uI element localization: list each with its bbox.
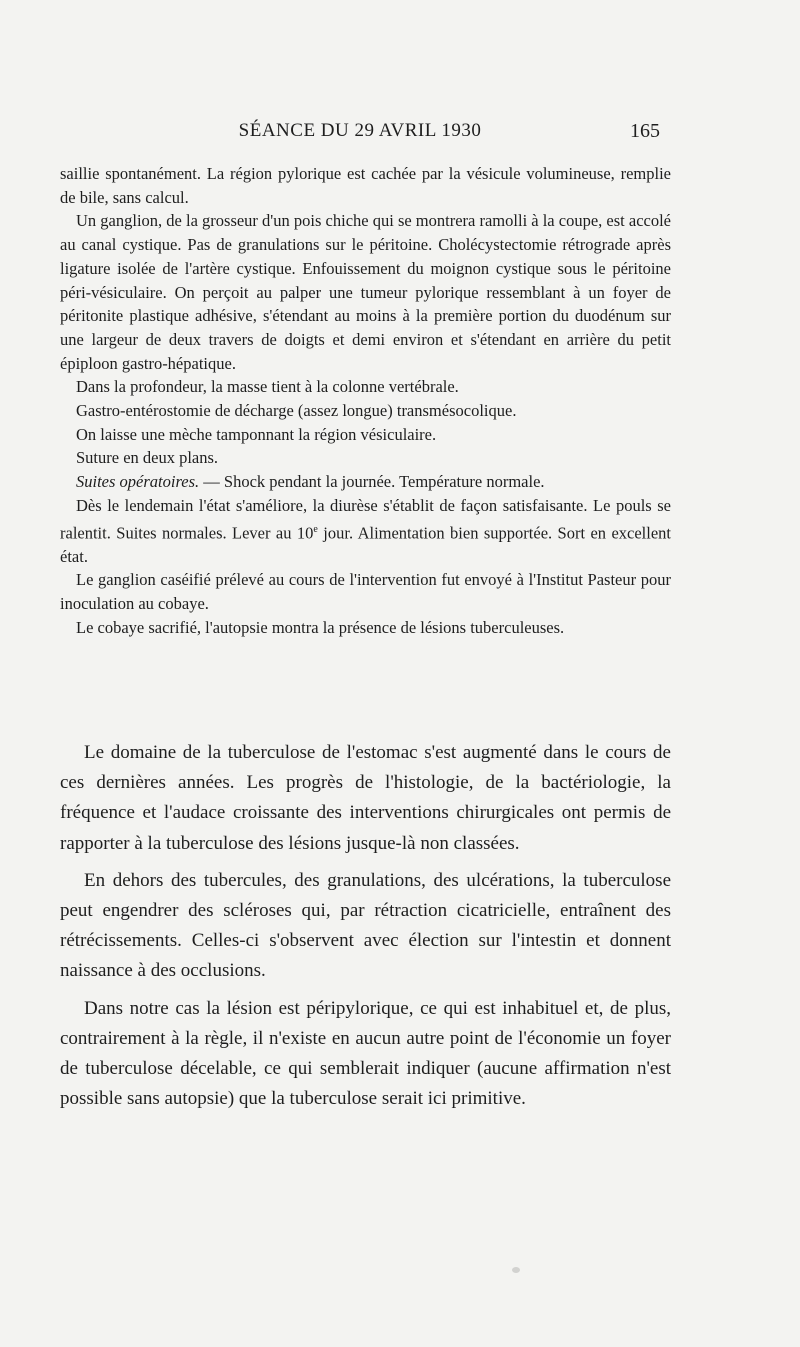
report-text: jour. Alimentation bien supportée. Sort en excellent état.: [60, 523, 671, 566]
postoperative-text: — Shock pendant la journée. Température normale.: [199, 472, 545, 492]
discussion-paragraph: Dans notre cas la lésion est péripylorique, ce qui est inhabituel et, de plus, contrairement à la règle, il n'existe en aucun autre point de l'économie un foyer de tuberculose décelable, ce qui semblerait indiquer (aucune affirmation n'est possible sans autopsie) que la tuberculose serait ici primitive.: [60, 997, 671, 1110]
running-header: [60, 120, 660, 150]
case-report: [60, 162, 671, 640]
report-paragraph: Le cobaye sacrifié, l'autopsie montra la présence de lésions tuberculeuses.: [76, 617, 565, 637]
ordinal-superscript: e: [313, 523, 318, 535]
page-number: 165: [630, 120, 660, 142]
report-paragraph: Le ganglion caséifié prélevé au cours de l'intervention fut envoyé à l'Institut Pasteur pour inoculation au cobaye.: [60, 570, 671, 614]
running-title: SÉANCE DU 29 AVRIL 1930: [238, 120, 482, 141]
report-text: Dès le lendemain l'état s'améliore, la diurèse s'établit de façon satisfaisante. Le pouls se ralentit. Suites normales. Lever au 10: [60, 495, 671, 543]
report-paragraph: [60, 494, 671, 569]
paper-blemish: [512, 1267, 520, 1273]
report-paragraph: On laisse une mèche tamponnant la région vésiculaire.: [76, 424, 437, 444]
report-paragraph: Un ganglion, de la grosseur d'un pois chiche qui se montrera ramolli à la coupe, est accolé au canal cystique. Pas de granulations sur le péritoine. Cholécystectomie rétrograde après ligature isolée de l'artère cystique. Enfouissement du moignon cystique sous le péritoine péri-vésiculaire. On perçoit au palper une tumeur pylorique ressemblant à un foyer de péritonite plastique adhésive, s'étendant au moins à la première portion du duodénum sur une largeur de deux travers de doigts et demi environ et s'étendant en arrière du petit épiploon gastro-hépatique.: [60, 211, 671, 373]
discussion-paragraph: Le domaine de la tuberculose de l'estomac s'est augmenté dans le cours de ces dernières années. Les progrès de l'histologie, de la bactériologie, la fréquence et l'audace croissante des interventions chirurgicales ont permis de rapporter à la tuberculose des lésions jusque-là non classées.: [60, 742, 671, 854]
discussion-paragraph: En dehors des tubercules, des granulations, des ulcérations, la tuberculose peut engendrer des scléroses qui, par rétraction cicatricielle, entraînent des rétrécissements. Celles-ci s'observent avec élection sur l'intestin et donnent naissance à des occlusions.: [60, 869, 671, 982]
report-paragraph: [60, 470, 671, 494]
report-paragraph: Dans la profondeur, la masse tient à la colonne vertébrale.: [76, 377, 459, 397]
report-paragraph: saillie spontanément. La région pylorique est cachée par la vésicule volumineuse, remplie de bile, sans calcul.: [60, 164, 671, 207]
report-paragraph: Suture en deux plans.: [76, 448, 219, 468]
postoperative-label: Suites opératoires.: [76, 472, 200, 492]
discussion: [60, 738, 671, 1121]
report-paragraph: Gastro-entérostomie de décharge (assez longue) transmésocolique.: [76, 401, 517, 421]
